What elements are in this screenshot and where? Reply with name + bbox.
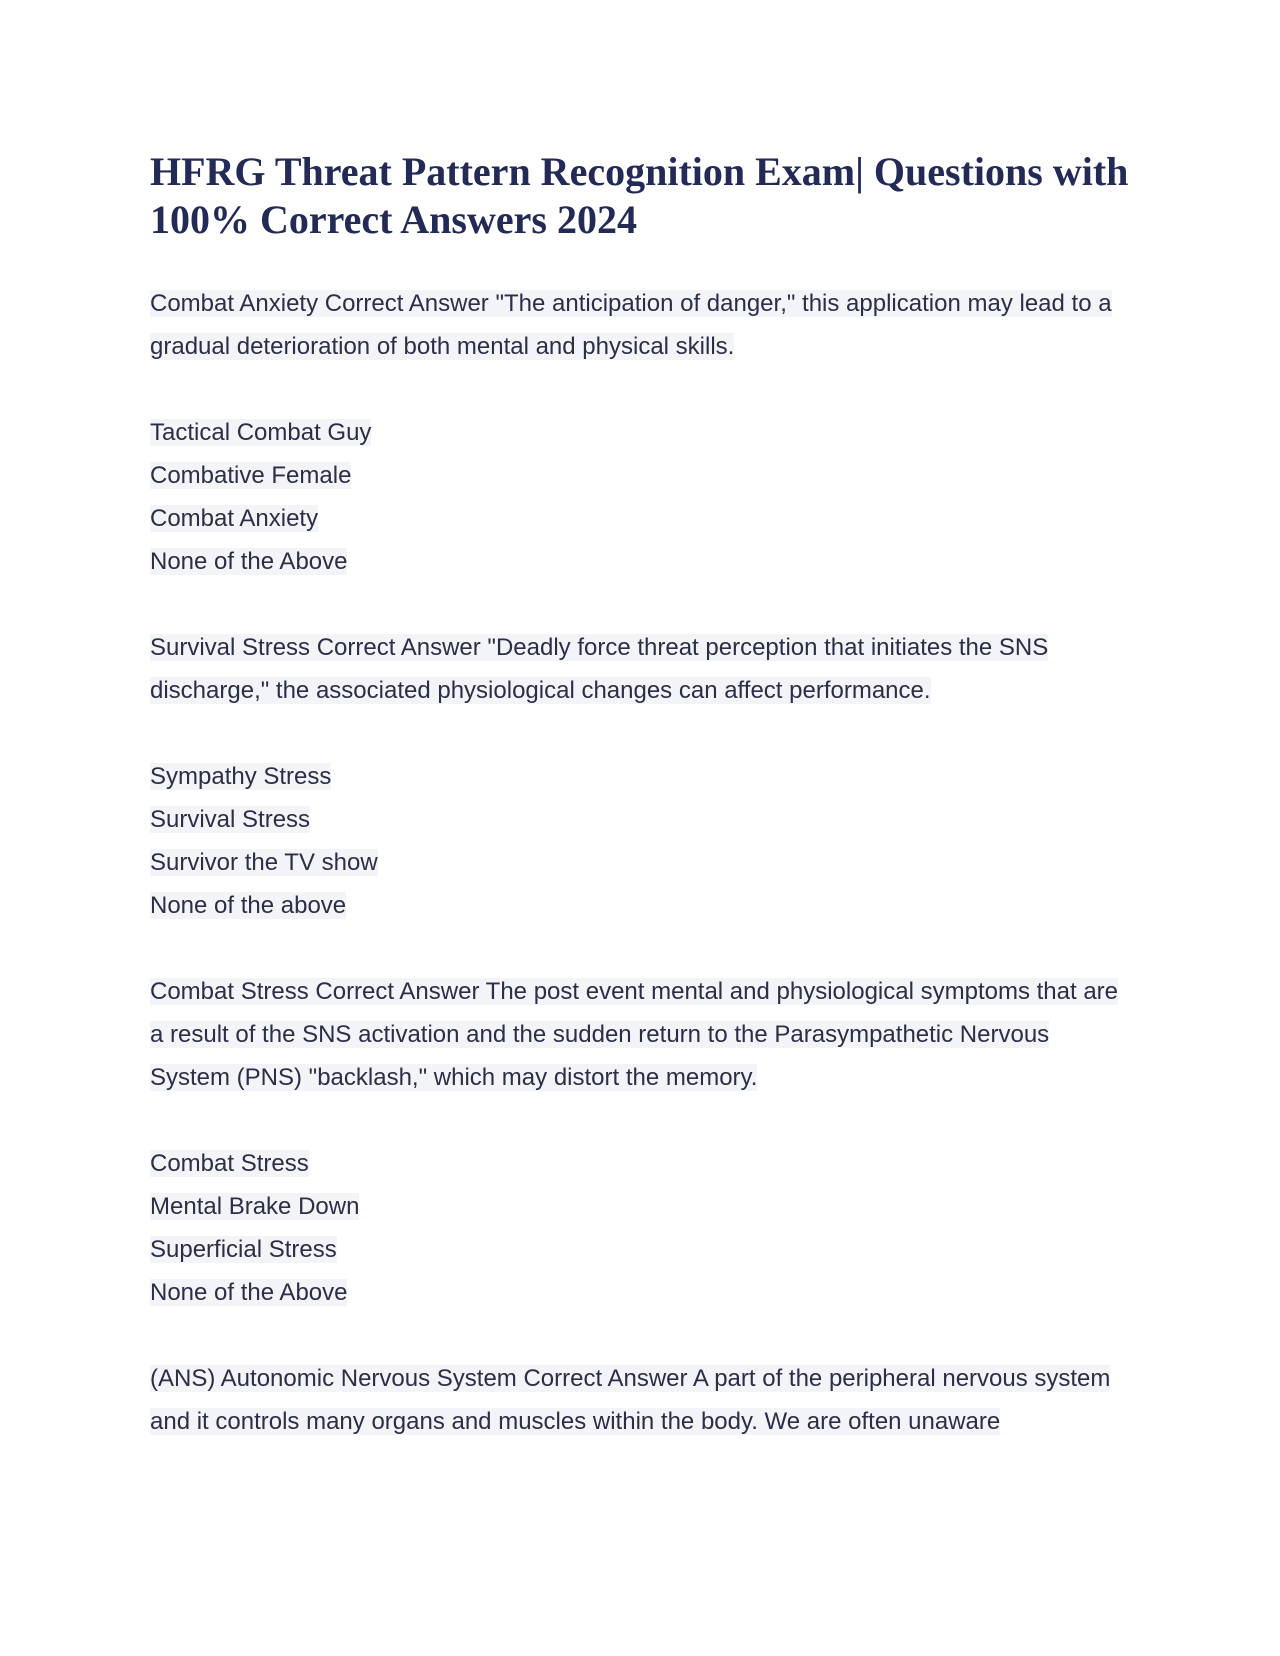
spacer	[150, 1099, 1130, 1142]
answer-option	[150, 884, 1130, 927]
answer-option	[150, 1228, 1130, 1271]
answer-option-text: Combat Stress	[150, 1150, 309, 1177]
answer-option-text: None of the Above	[150, 548, 348, 575]
answer-option	[150, 841, 1130, 884]
spacer	[150, 368, 1130, 411]
answer-option	[150, 1185, 1130, 1228]
answer-option	[150, 540, 1130, 583]
answer-option	[150, 755, 1130, 798]
answer-option-text: Mental Brake Down	[150, 1193, 360, 1220]
spacer	[150, 927, 1130, 970]
spacer	[150, 712, 1130, 755]
answer-option-text: Survival Stress	[150, 806, 311, 833]
spacer	[150, 1314, 1130, 1357]
question-text	[150, 282, 1130, 368]
question-text	[150, 1357, 1130, 1443]
answer-option-text: Tactical Combat Guy	[150, 419, 372, 446]
question-text-highlight: Combat Anxiety Correct Answer "The anticipation of danger," this application may lead to a gradual deterioration of both mental and physical skills.	[150, 290, 1112, 360]
document-page	[150, 148, 1130, 1443]
answer-option	[150, 798, 1130, 841]
answer-option	[150, 1142, 1130, 1185]
spacer	[150, 583, 1130, 626]
question-text-highlight: (ANS) Autonomic Nervous System Correct Answer A part of the peripheral nervous system and it controls many organs and muscles within the body. We are often unaware	[150, 1365, 1111, 1435]
page-title: HFRG Threat Pattern Recognition Exam| Questions with 100% Correct Answers 2024	[150, 149, 1129, 242]
question-text	[150, 626, 1130, 712]
answer-option-text: None of the Above	[150, 1279, 348, 1306]
question-text-highlight: Survival Stress Correct Answer "Deadly force threat perception that initiates the SNS discharge," the associated physiological changes can affect performance.	[150, 634, 1049, 704]
answer-option-text: Survivor the TV show	[150, 849, 378, 876]
question-text	[150, 970, 1130, 1099]
answer-option	[150, 497, 1130, 540]
answer-option	[150, 411, 1130, 454]
answer-option	[150, 454, 1130, 497]
answer-option-text: Superficial Stress	[150, 1236, 337, 1263]
qa-list	[150, 282, 1130, 1443]
answer-option	[150, 1271, 1130, 1314]
answer-option-text: Combat Anxiety	[150, 505, 319, 532]
answer-option-text: Combative Female	[150, 462, 352, 489]
answer-option-text: Sympathy Stress	[150, 763, 332, 790]
question-text-highlight: Combat Stress Correct Answer The post event mental and physiological symptoms that are a result of the SNS activation and the sudden return to the Parasympathetic Nervous System (PNS) "backlash," which may distort the memory.	[150, 978, 1119, 1091]
answer-option-text: None of the above	[150, 892, 347, 919]
